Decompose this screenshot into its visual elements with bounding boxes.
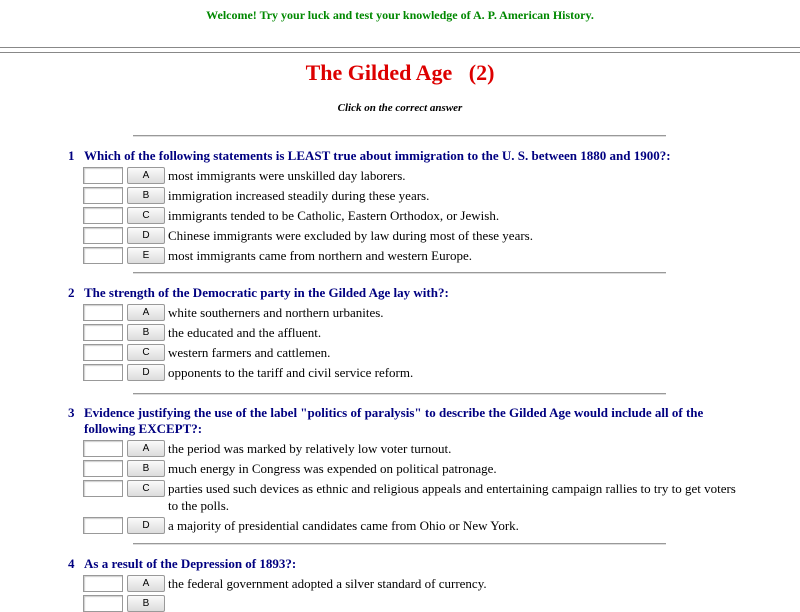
question-1 [68, 148, 738, 264]
answer-c-button[interactable]: C [127, 480, 165, 497]
answer-text: most immigrants were unskilled day laborers. [168, 168, 406, 183]
answer-text: parties used such devices as ethnic and religious appeals and entertaining campaign rallies to try to get voters to the polls. [168, 481, 736, 513]
question-2 [68, 285, 738, 381]
answer-feedback-field[interactable] [83, 344, 123, 361]
answer-option [83, 207, 738, 224]
section-divider [133, 543, 666, 545]
answer-feedback-field[interactable] [83, 167, 123, 184]
answer-option [83, 595, 738, 612]
header-divider [0, 47, 800, 53]
answer-feedback-field[interactable] [83, 460, 123, 477]
answer-feedback-field[interactable] [83, 517, 123, 534]
answer-c-button[interactable]: C [127, 207, 165, 224]
answer-text: most immigrants came from northern and western Europe. [168, 248, 472, 263]
answer-text: the federal government adopted a silver standard of currency. [168, 576, 487, 591]
answer-option [83, 344, 738, 361]
answer-feedback-field[interactable] [83, 575, 123, 592]
answer-option [83, 575, 738, 592]
welcome-banner: Welcome! Try your luck and test your knowledge of A. P. American History. [206, 8, 594, 22]
question-number: 3 [68, 405, 75, 420]
question-text: The strength of the Democratic party in the Gilded Age lay with?: [84, 285, 449, 300]
question-number: 2 [68, 285, 75, 300]
answer-b-button[interactable]: B [127, 460, 165, 477]
answer-option [83, 460, 738, 477]
answer-a-button[interactable]: A [127, 304, 165, 321]
answer-option [83, 227, 738, 244]
answer-text: Chinese immigrants were excluded by law during most of these years. [168, 228, 533, 243]
answer-feedback-field[interactable] [83, 324, 123, 341]
answer-text: immigration increased steadily during these years. [168, 188, 430, 203]
answer-text: much energy in Congress was expended on political patronage. [168, 461, 497, 476]
answer-d-button[interactable]: D [127, 364, 165, 381]
answer-feedback-field[interactable] [83, 247, 123, 264]
answer-c-button[interactable]: C [127, 344, 165, 361]
question-number: 1 [68, 148, 75, 163]
answer-feedback-field[interactable] [83, 440, 123, 457]
answer-text: a majority of presidential candidates came from Ohio or New York. [168, 518, 519, 533]
answer-b-button[interactable]: B [127, 324, 165, 341]
answer-feedback-field[interactable] [83, 227, 123, 244]
answer-option [83, 304, 738, 321]
answer-d-button[interactable]: D [127, 227, 165, 244]
answer-b-button[interactable]: B [127, 595, 165, 612]
answer-feedback-field[interactable] [83, 304, 123, 321]
answer-text: the period was marked by relatively low voter turnout. [168, 441, 452, 456]
answer-option [83, 247, 738, 264]
question-text: As a result of the Depression of 1893?: [84, 556, 297, 571]
answer-feedback-field[interactable] [83, 207, 123, 224]
question-text: Which of the following statements is LEAST true about immigration to the U. S. between 1880 and 1900?: [84, 148, 671, 163]
answer-text: western farmers and cattlemen. [168, 345, 331, 360]
section-divider [133, 393, 666, 395]
answer-text: the educated and the affluent. [168, 325, 322, 340]
answer-feedback-field[interactable] [83, 595, 123, 612]
answer-option [83, 480, 738, 514]
answer-option [83, 364, 738, 381]
answer-b-button[interactable]: B [127, 187, 165, 204]
answer-option [83, 324, 738, 341]
answer-text: immigrants tended to be Catholic, Eastern Orthodox, or Jewish. [168, 208, 500, 223]
answer-text: opponents to the tariff and civil service reform. [168, 365, 414, 380]
question-text: Evidence justifying the use of the label "politics of paralysis" to describe the Gilded Age would include all of the following EXCEPT?: [84, 405, 704, 436]
answer-feedback-field[interactable] [83, 480, 123, 497]
section-divider [133, 135, 666, 137]
question-4 [68, 556, 738, 612]
answer-a-button[interactable]: A [127, 167, 165, 184]
answer-d-button[interactable]: D [127, 517, 165, 534]
answer-text: white southerners and northern urbanites. [168, 305, 384, 320]
question-3 [68, 405, 738, 534]
answer-option [83, 167, 738, 184]
page-title: The Gilded Age (2) [305, 60, 495, 85]
instruction-text: Click on the correct answer [337, 102, 463, 114]
answer-feedback-field[interactable] [83, 187, 123, 204]
answer-option [83, 187, 738, 204]
section-divider [133, 272, 666, 274]
answer-option [83, 440, 738, 457]
answer-a-button[interactable]: A [127, 575, 165, 592]
answer-a-button[interactable]: A [127, 440, 165, 457]
answer-feedback-field[interactable] [83, 364, 123, 381]
question-number: 4 [68, 556, 75, 571]
answer-option [83, 517, 738, 534]
answer-e-button[interactable]: E [127, 247, 165, 264]
